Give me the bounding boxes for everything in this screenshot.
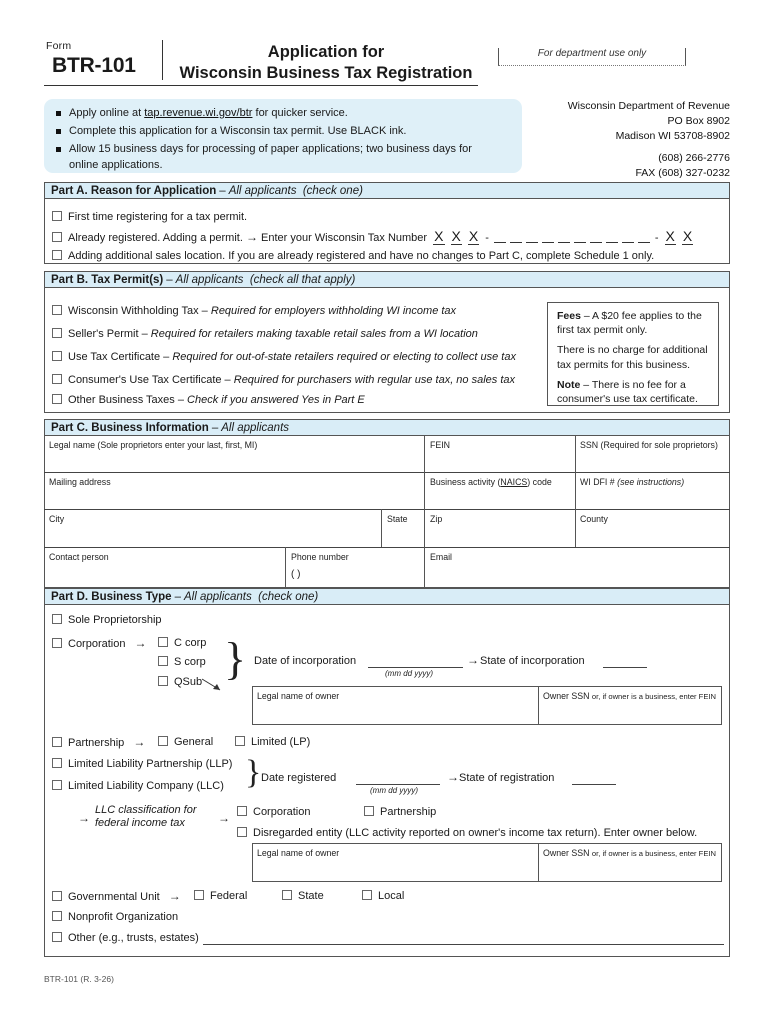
form-number: BTR-101: [52, 54, 136, 77]
part-b-applicants: All applicants: [175, 274, 244, 286]
fees-paragraph-2: There is no charge for additional tax permits for this business.: [557, 344, 708, 371]
input-date-of-incorporation[interactable]: [368, 667, 463, 668]
label-owner-ssn-2: [543, 848, 716, 859]
label-limited-lp: Limited (LP): [251, 736, 311, 748]
input-city[interactable]: [46, 525, 379, 545]
input-date-registered[interactable]: [356, 784, 440, 785]
label-date-of-incorporation: Date of incorporation: [254, 655, 357, 667]
label-ssn: SSN (Required for sole proprietors): [580, 440, 718, 450]
label-partnership: Partnership: [68, 737, 125, 749]
form-footer: BTR-101 (R. 3-26): [44, 974, 114, 984]
instruction-bullet-3-text: Allow 15 business days for processing of paper applications; two business days for online applications.: [69, 142, 472, 171]
label-state-of-incorporation: State of incorporation: [480, 655, 585, 667]
arrow-icon: →: [78, 811, 90, 825]
checkbox-nonprofit-organization[interactable]: [52, 911, 62, 921]
part-c-row-divider-2: [44, 509, 730, 510]
checkbox-wisconsin-withholding-tax[interactable]: [52, 305, 62, 315]
tax-number-blank[interactable]: [606, 231, 618, 243]
form-identifier: [44, 40, 163, 80]
input-legal-name-of-owner-1[interactable]: [254, 702, 536, 723]
part-b-option-3-desc: Required for purchasers with regular use tax, no sales tax: [233, 374, 516, 386]
part-a-option-1-label: First time registering for a tax permit.: [68, 211, 248, 223]
form-title-line2: Wisconsin Business Tax Registration: [179, 63, 473, 82]
part-d-c-corp[interactable]: [158, 637, 206, 650]
form-word-label: Form: [46, 40, 72, 52]
arrow-icon: →: [245, 230, 258, 244]
input-mailing-address[interactable]: [46, 488, 422, 507]
owner-table-2-divider: [538, 843, 539, 882]
part-c-applicants: All applicants: [221, 422, 290, 434]
llc-class-2: federal income tax: [95, 817, 185, 829]
naics-pre: Business activity (: [430, 477, 501, 487]
part-b-option-1-desc: Required for retailers making taxable retail sales from a WI location: [150, 328, 478, 340]
tax-number-prefix-char: X: [451, 228, 461, 244]
label-city: City: [49, 514, 65, 524]
label-legal-name-of-owner-1: Legal name of owner: [257, 691, 340, 701]
part-d-dash: –: [174, 591, 181, 603]
wisconsin-tax-number-field[interactable]: [430, 228, 696, 244]
checkbox-sellers-permit[interactable]: [52, 328, 62, 338]
wi-dfi-italic: (see instructions): [617, 477, 685, 487]
label-mailing-address: Mailing address: [49, 477, 111, 487]
label-date-registered: Date registered: [261, 772, 337, 784]
label-federal: Federal: [210, 890, 248, 902]
part-d-note: (check one): [258, 591, 319, 603]
checkbox-other-business-type[interactable]: [52, 932, 62, 942]
input-owner-ssn-1[interactable]: [540, 702, 720, 723]
part-b-option-4-label: Other Business Taxes –: [68, 394, 184, 406]
part-b-option-2-desc: Required for out-of-state retailers required or electing to collect use tax: [172, 351, 516, 363]
part-d-llc-partnership[interactable]: [364, 806, 436, 819]
instruction-bullet-3: [56, 142, 512, 174]
part-b-option-1[interactable]: [52, 328, 478, 341]
part-d-disregarded-entity[interactable]: [237, 827, 697, 840]
label-owner-ssn-1: [543, 691, 716, 702]
department-use-box: [498, 48, 686, 66]
label-local: Local: [378, 890, 405, 902]
part-d-other[interactable]: [52, 932, 199, 945]
wi-dfi-pre: WI DFI #: [580, 477, 618, 487]
part-d-limited-lp[interactable]: [235, 736, 310, 749]
part-a-option-2-post: Enter your Wisconsin Tax Number: [261, 232, 428, 244]
tax-number-suffix-char: X: [682, 228, 693, 244]
owner-table-1-divider: [538, 686, 539, 725]
part-d-s-corp[interactable]: [158, 656, 206, 669]
part-d-header-bar: [44, 588, 730, 605]
agency-fax: FAX (608) 327-0232: [635, 166, 730, 179]
label-llc-corporation: Corporation: [253, 806, 311, 818]
tax-number-blank[interactable]: [574, 231, 586, 243]
label-phone-number: Phone number: [291, 552, 349, 562]
owner-ssn-bold-2: Owner SSN: [543, 848, 592, 858]
checkbox-consumers-use-tax-certificate[interactable]: [52, 374, 62, 384]
checkbox-qsub[interactable]: [158, 676, 168, 686]
instruction-bullet-2-text: Complete this application for a Wisconsin tax permit. Use BLACK ink.: [69, 124, 407, 137]
part-a-title: Part A. Reason for Application: [51, 185, 217, 197]
form-header: [44, 40, 730, 83]
checkbox-corporation[interactable]: [52, 638, 62, 648]
part-c-col-divider-b: [575, 436, 576, 547]
label-llc-classification-line2: [95, 817, 185, 830]
hint-mmddyyyy-registered: (mm dd yyyy): [370, 786, 418, 795]
agency-address-block: [500, 99, 730, 181]
part-b-option-2[interactable]: [52, 351, 516, 364]
department-use-label: For department use only: [499, 48, 685, 59]
label-state: State: [298, 890, 324, 902]
label-other: Other (e.g., trusts, estates): [68, 932, 199, 944]
tax-number-blank[interactable]: [590, 231, 602, 243]
part-a-option-3-label: Adding additional sales location. If you are already registered and have no changes to Part C, complete Schedule 1 only.: [68, 250, 655, 262]
part-d-title: Part D. Business Type: [51, 591, 172, 603]
label-governmental-unit: Governmental Unit: [68, 891, 160, 903]
tax-number-dash: -: [485, 232, 489, 244]
tap-revenue-link[interactable]: tap.revenue.wi.gov/btr: [144, 107, 253, 119]
checkbox-use-tax-certificate[interactable]: [52, 351, 62, 361]
part-b-note: (check all that apply): [249, 274, 356, 286]
part-b-option-2-label: Use Tax Certificate –: [68, 351, 170, 363]
label-email: Email: [430, 552, 452, 562]
part-b-option-0-label: Wisconsin Withholding Tax –: [68, 305, 208, 317]
part-d-llc-corporation[interactable]: [237, 806, 310, 819]
checkbox-partnership[interactable]: [52, 737, 62, 747]
part-b-option-0[interactable]: [52, 305, 456, 318]
part-c-row-divider-1: [44, 472, 730, 473]
part-b-title: Part B. Tax Permit(s): [51, 274, 164, 286]
label-zip: Zip: [430, 514, 443, 524]
input-other-business-type[interactable]: [203, 944, 724, 945]
fees-text: – A $20 fee applies to the first tax permit only.: [557, 310, 702, 337]
input-wi-dfi[interactable]: [577, 488, 728, 507]
label-fein: FEIN: [430, 440, 451, 450]
part-d-general[interactable]: [158, 736, 213, 749]
checkbox-sole-proprietorship[interactable]: [52, 614, 62, 624]
part-b-option-0-desc: Required for employers withholding WI income tax: [210, 305, 457, 317]
part-d-state[interactable]: [282, 890, 324, 903]
label-c-corp: C corp: [174, 637, 207, 649]
part-c-dash: –: [211, 422, 219, 434]
part-a-option-1[interactable]: [52, 211, 247, 224]
part-c-col-divider-a: [424, 436, 425, 547]
arrow-icon: →: [168, 889, 181, 903]
note-text: – There is no fee for a consumer's use tax certificate.: [557, 378, 698, 405]
input-state-of-registration[interactable]: [572, 784, 616, 785]
label-s-corp: S corp: [174, 656, 206, 668]
part-c-col-divider-state: [381, 509, 382, 547]
label-state-of-registration: State of registration: [459, 772, 555, 784]
part-a-option-2-pre: Already registered. Adding a permit.: [68, 232, 243, 244]
input-state[interactable]: [383, 525, 422, 545]
agency-phone: (608) 266-2776: [658, 151, 730, 164]
instruction-1-post: for quicker service.: [252, 107, 348, 119]
part-d-applicants: All applicants: [183, 591, 252, 603]
arrow-icon: →: [134, 636, 147, 650]
label-general: General: [174, 736, 214, 748]
label-state: State: [387, 514, 408, 524]
checkbox-c-corp[interactable]: [158, 637, 168, 647]
part-c-title: Part C. Business Information: [51, 422, 209, 434]
fees-bold-label: Fees: [557, 310, 581, 322]
part-c-row-divider-3: [44, 547, 730, 548]
checkbox-llc-partnership[interactable]: [364, 806, 374, 816]
arrow-icon: →: [218, 811, 230, 825]
part-d-governmental-unit[interactable]: [52, 890, 187, 904]
part-d-corporation[interactable]: [52, 637, 153, 651]
tax-number-dash: -: [654, 232, 659, 244]
fees-paragraph-3: [557, 378, 710, 406]
input-contact-person[interactable]: [46, 563, 283, 585]
label-naics-code: [430, 477, 552, 487]
part-d-llp[interactable]: [52, 758, 232, 771]
part-d-sole-proprietorship[interactable]: [52, 614, 162, 627]
checkbox-disregarded-entity[interactable]: [237, 827, 247, 837]
tax-number-prefix-char: X: [434, 228, 444, 244]
part-a-option-3[interactable]: [52, 250, 654, 263]
checkbox-adding-sales-location[interactable]: [52, 250, 62, 260]
form-title: [163, 40, 489, 83]
input-ssn[interactable]: [577, 450, 728, 470]
part-d-llc[interactable]: [52, 780, 224, 793]
part-d-partnership[interactable]: [52, 736, 151, 750]
agency-name: Wisconsin Department of Revenue: [567, 100, 730, 112]
input-owner-ssn-2[interactable]: [540, 859, 720, 880]
part-b-option-3-label: Consumer's Use Tax Certificate –: [68, 374, 231, 386]
instruction-bullet-1: [56, 106, 512, 122]
instruction-bullet-2: [56, 124, 512, 140]
part-b-option-4[interactable]: [52, 394, 365, 407]
label-llc: Limited Liability Company (LLC): [68, 780, 224, 792]
part-a-applicants: All applicants: [228, 185, 297, 197]
part-b-option-4-desc: Check if you answered Yes in Part E: [187, 394, 365, 406]
part-a-option-2[interactable]: [52, 230, 696, 245]
qsub-arrow-icon: [200, 677, 230, 695]
checkbox-limited-lp[interactable]: [235, 736, 245, 746]
instructions-box: [44, 99, 522, 173]
tax-number-blank[interactable]: [542, 231, 554, 243]
arrow-icon: →: [467, 653, 479, 667]
input-zip[interactable]: [426, 525, 573, 545]
tax-number-blank[interactable]: [526, 231, 538, 243]
part-b-dash: –: [166, 274, 173, 286]
part-c-header-bar: [44, 419, 730, 436]
bullet-square-icon: [56, 111, 61, 116]
tax-number-blank[interactable]: [622, 231, 634, 243]
part-b-option-3[interactable]: [52, 374, 515, 387]
part-a-header-bar: [44, 182, 730, 199]
checkbox-llp[interactable]: [52, 758, 62, 768]
agency-city-state-zip: Madison WI 53708-8902: [615, 129, 730, 142]
label-sole-proprietorship: Sole Proprietorship: [68, 614, 162, 626]
input-state-of-incorporation[interactable]: [603, 667, 647, 668]
part-d-qsub[interactable]: [158, 676, 202, 689]
input-county[interactable]: [577, 525, 728, 545]
instruction-bullet-1-text: [69, 106, 348, 122]
part-c-col-divider-phone: [285, 547, 286, 588]
header-divider-rule: [44, 85, 478, 86]
checkbox-s-corp[interactable]: [158, 656, 168, 666]
label-llc-partnership: Partnership: [380, 806, 437, 818]
department-use-container: [489, 40, 730, 66]
label-qsub: QSub: [174, 676, 203, 688]
naics-post: ) code: [527, 477, 552, 487]
corporation-brace-icon: }: [224, 633, 247, 684]
label-legal-name: Legal name (Sole proprietors enter your last, first, MI): [49, 440, 258, 450]
tax-number-blank[interactable]: [558, 231, 570, 243]
tax-number-blank[interactable]: [494, 231, 506, 243]
part-b-header-bar: [44, 271, 730, 288]
label-disregarded-entity: Disregarded entity (LLC activity reported on owner's income tax return). Enter owner below.: [253, 827, 698, 839]
checkbox-local[interactable]: [362, 890, 372, 900]
checkbox-state[interactable]: [282, 890, 292, 900]
bullet-square-icon: [56, 129, 61, 134]
input-fein[interactable]: [426, 450, 573, 470]
tax-number-blank[interactable]: [638, 231, 650, 243]
note-bold-label: Note: [557, 378, 581, 391]
input-naics-code[interactable]: [426, 488, 573, 507]
checkbox-llc[interactable]: [52, 780, 62, 790]
label-corporation: Corporation: [68, 638, 126, 650]
part-d-federal[interactable]: [194, 890, 247, 903]
instruction-1-pre: Apply online at: [69, 107, 145, 119]
fees-paragraph-1: [557, 309, 710, 337]
label-legal-name-of-owner-2: Legal name of owner: [257, 848, 340, 858]
part-d-nonprofit[interactable]: [52, 911, 178, 924]
checkbox-other-business-taxes[interactable]: [52, 394, 62, 404]
checkbox-general[interactable]: [158, 736, 168, 746]
agency-po-box: PO Box 8902: [667, 114, 730, 127]
part-d-local[interactable]: [362, 890, 404, 903]
checkbox-llc-corporation[interactable]: [237, 806, 247, 816]
checkbox-governmental-unit[interactable]: [52, 891, 62, 901]
input-legal-name[interactable]: [46, 450, 422, 470]
part-b-option-1-label: Seller's Permit –: [68, 328, 148, 340]
label-contact-person: Contact person: [49, 552, 109, 562]
bullet-square-icon: [56, 147, 61, 152]
owner-ssn-bold-1: Owner SSN: [543, 691, 592, 701]
input-legal-name-of-owner-2[interactable]: [254, 859, 536, 880]
owner-ssn-small-1: or, if owner is a business, enter FEIN: [591, 692, 716, 701]
fees-info-box: [547, 302, 719, 406]
tax-number-suffix-char: X: [665, 228, 675, 244]
tax-number-prefix-char: X: [468, 228, 479, 244]
part-c-col-divider-email: [424, 547, 425, 588]
label-llp: Limited Liability Partnership (LLP): [68, 758, 233, 770]
checkbox-first-time-registering[interactable]: [52, 211, 62, 221]
tax-number-blank[interactable]: [510, 231, 522, 243]
checkbox-federal[interactable]: [194, 890, 204, 900]
naics-link[interactable]: NAICS: [500, 477, 528, 487]
phone-parens[interactable]: ( ): [291, 569, 301, 580]
label-llc-classification-line1: [95, 804, 197, 817]
input-email[interactable]: [426, 563, 728, 585]
checkbox-already-registered[interactable]: [52, 232, 62, 242]
part-a-dash: –: [219, 185, 226, 197]
llp-llc-brace-icon: }: [245, 754, 262, 791]
arrow-icon: →: [447, 770, 459, 784]
form-title-line1: Application for: [267, 43, 385, 61]
llc-class-1: LLC classification for: [95, 804, 197, 816]
label-nonprofit: Nonprofit Organization: [68, 911, 179, 923]
owner-ssn-small-2: or, if owner is a business, enter FEIN: [591, 849, 716, 858]
hint-mmddyyyy-incorporation: (mm dd yyyy): [385, 669, 433, 678]
part-a-note: (check one): [302, 185, 363, 197]
label-county: County: [580, 514, 608, 524]
arrow-icon: →: [133, 735, 146, 749]
label-wi-dfi: [580, 477, 684, 487]
